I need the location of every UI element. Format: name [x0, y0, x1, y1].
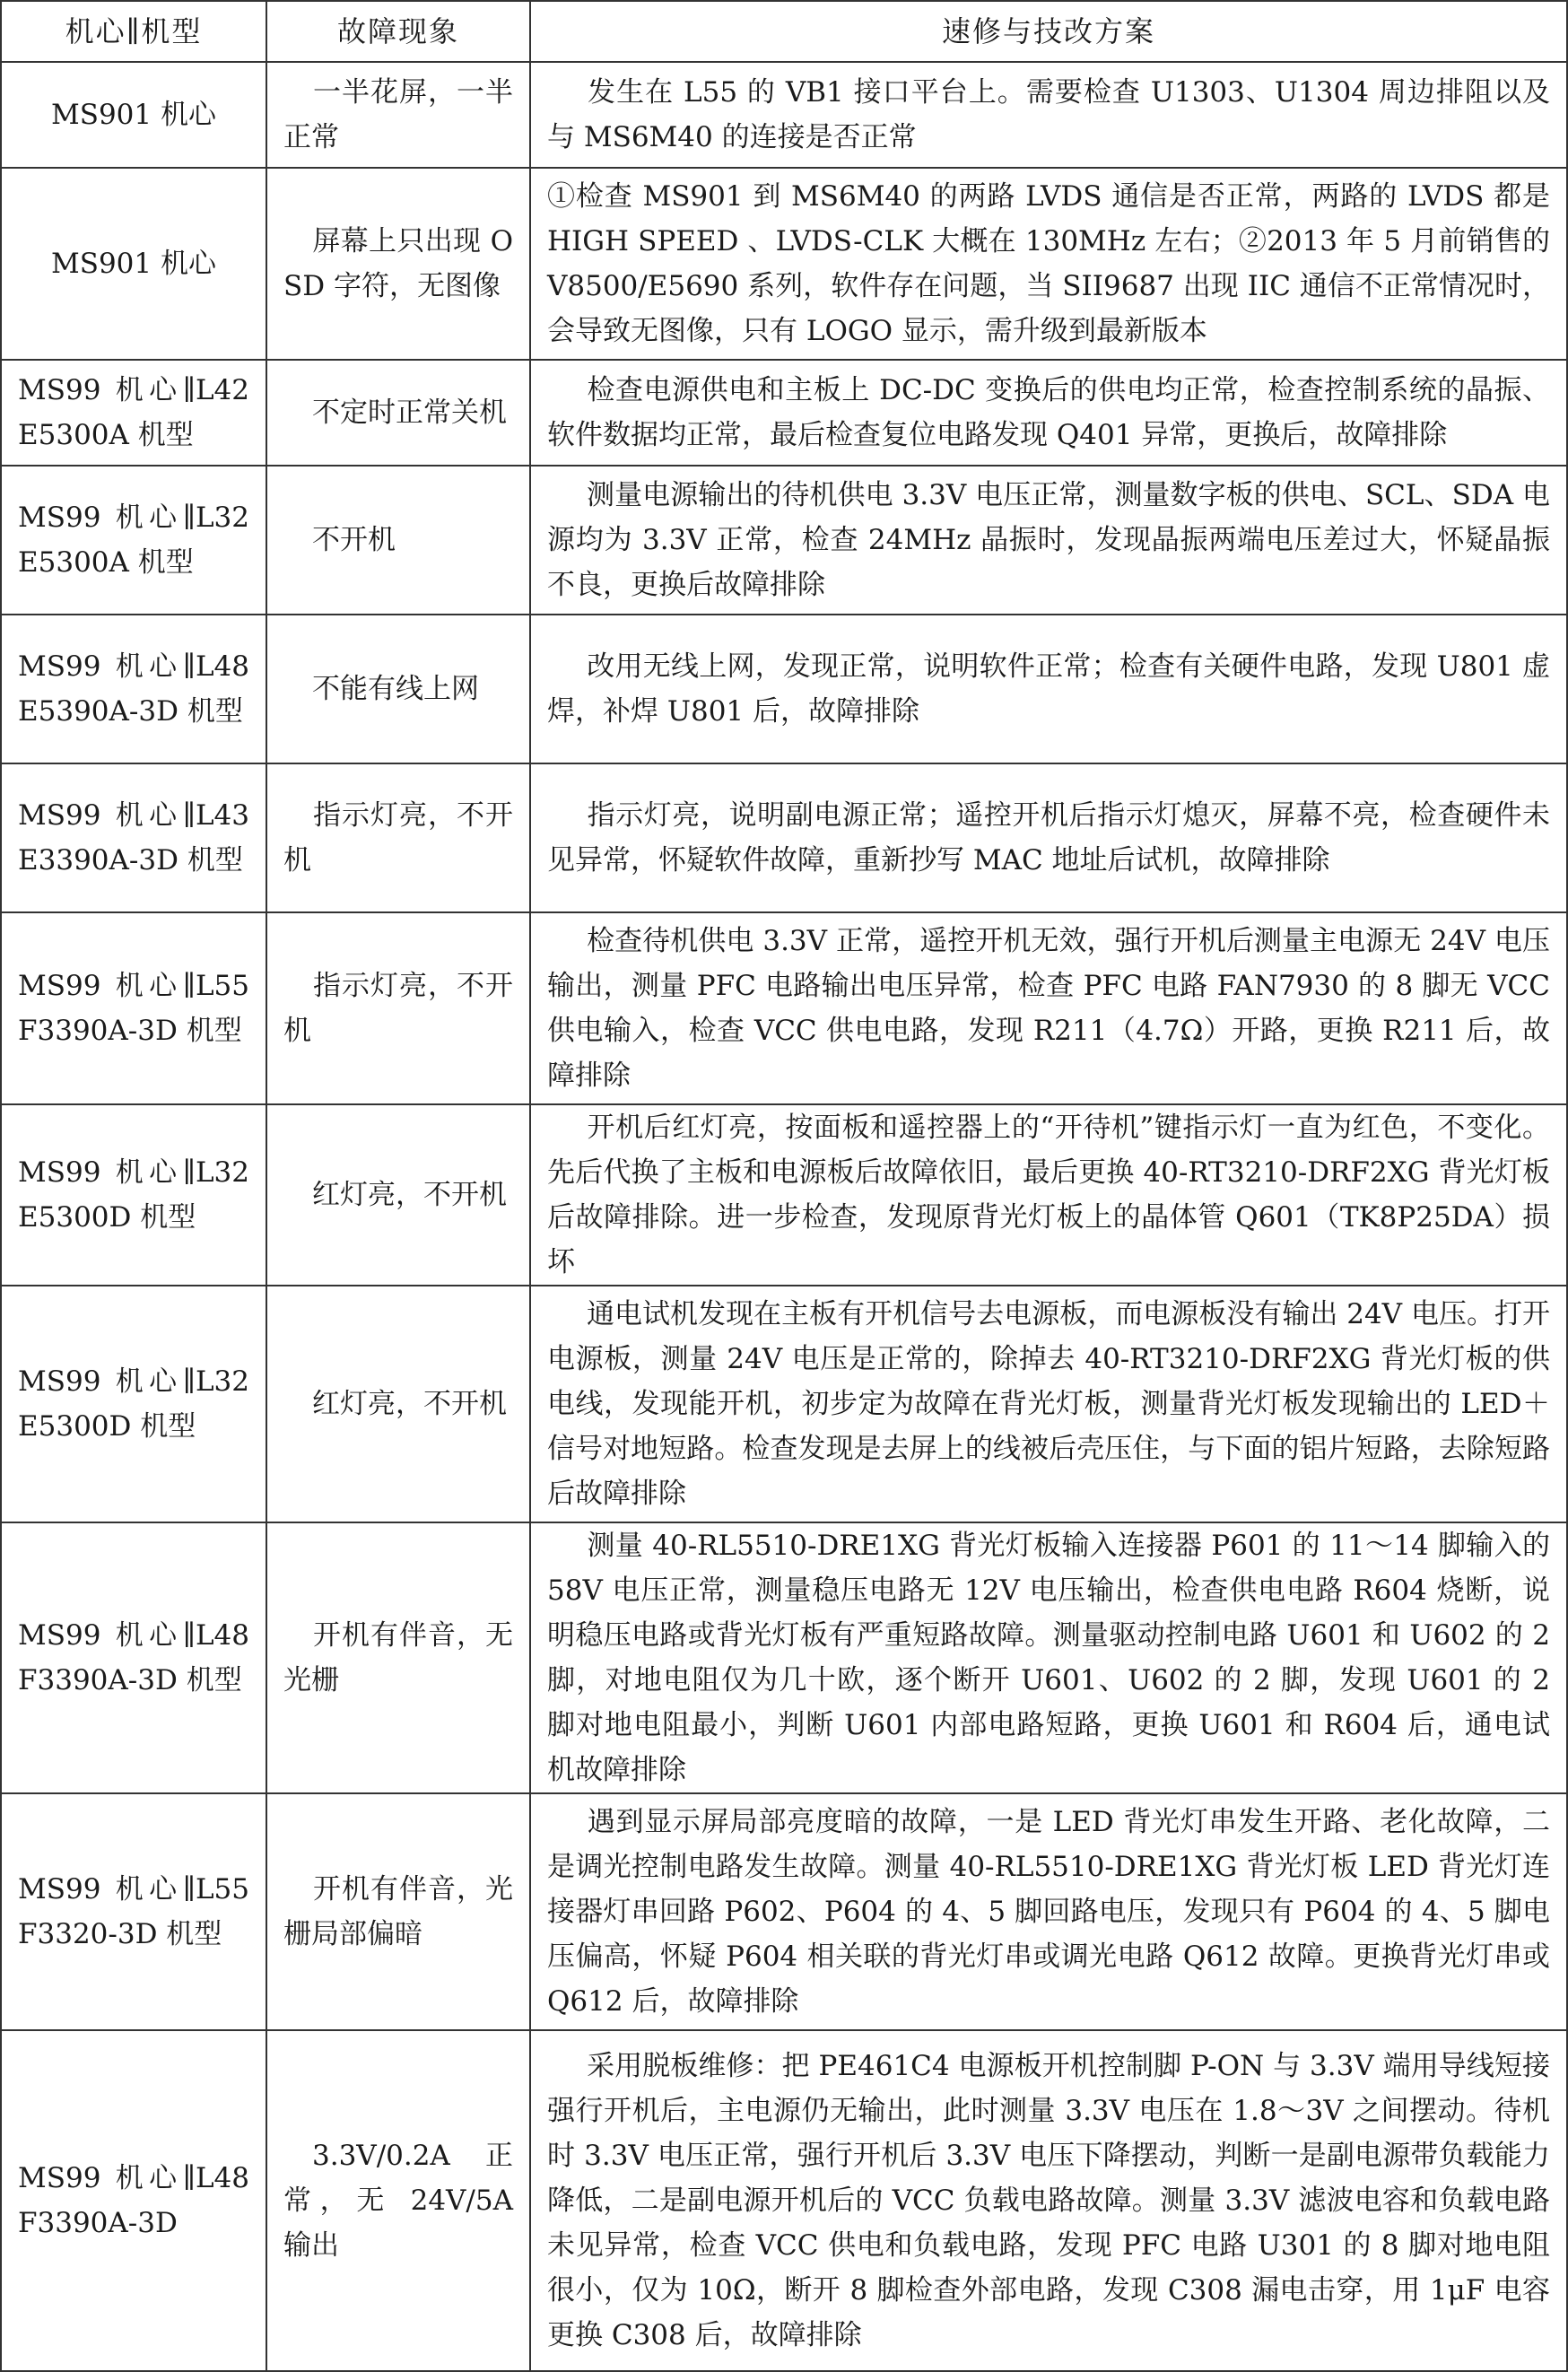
model-text: MS99 机心∥L55F3390A-3D 机型: [18, 970, 249, 1047]
solution-cell: [530, 62, 1567, 168]
model-cell: [1, 912, 266, 1104]
model-cell: [1, 1286, 266, 1522]
model-cell: [1, 2030, 266, 2371]
solution-text: 开机后红灯亮，按面板和遥控器上的“开待机”键指示灯一直为红色，不变化。先后代换了主板和电源板后故障依旧，最后更换 40-RT3210-DRF2XG 背光灯板后故障排除。进一步检查，发现原背光灯板上的晶体管 Q601（TK8P25DA）损坏: [547, 1112, 1550, 1278]
solution-text: 改用无线上网，发现正常，说明软件正常；检查有关硬件电路，发现 U801 虚焊，补焊 U801 后，故障排除: [547, 650, 1550, 728]
model-cell: [1, 615, 266, 763]
table-row: [1, 168, 1567, 360]
solution-cell: [530, 912, 1567, 1104]
symptom-cell: [266, 1286, 530, 1522]
symptom-cell: [266, 466, 530, 615]
solution-cell: [530, 1286, 1567, 1522]
symptom-text: 一半花屏，一半正常: [283, 76, 513, 153]
symptom-text: 屏幕上只出现 OSD 字符，无图像: [283, 225, 513, 302]
model-cell: [1, 1793, 266, 2030]
solution-cell: [530, 1793, 1567, 2030]
symptom-cell: [266, 1522, 530, 1793]
table-row: [1, 1793, 1567, 2030]
table-row: [1, 360, 1567, 466]
solution-text: 采用脱板维修：把 PE461C4 电源板开机控制脚 P-ON 与 3.3V 端用导线短接强行开机后，主电源仍无输出，此时测量 3.3V 电压在 1.8～3V 之间摆动。待机时 3.3V 电压正常，强行开机后 3.3V 电压下降摆动，判断一是副电源带负载能力降低，二是副电源开机后的 VCC 负载电路故障。测量 3.3V 滤波电容和负载电路未见异常，检查 VCC 供电和负载电路，发现 PFC 电路 U301 的 8 脚对地电阻很小，仅为 10Ω，断开 8 脚检查外部电路，发现 C308 漏电击穿，用 1μF 电容更换 C308 后，故障排除: [547, 2050, 1550, 2351]
table-row: [1, 2030, 1567, 2371]
symptom-cell: [266, 615, 530, 763]
solution-cell: [530, 1104, 1567, 1286]
solution-text: 检查电源供电和主板上 DC-DC 变换后的供电均正常，检查控制系统的晶振、软件数据均正常，最后检查复位电路发现 Q401 异常，更换后，故障排除: [547, 374, 1550, 451]
solution-cell: [530, 763, 1567, 912]
symptom-text: 不开机: [312, 524, 396, 556]
symptom-text: 指示灯亮，不开机: [283, 799, 513, 876]
symptom-text: 指示灯亮，不开机: [283, 970, 513, 1047]
model-text: MS99 机心∥L48F3390A-3D 机型: [18, 1619, 249, 1696]
table-row: [1, 1522, 1567, 1793]
model-cell: [1, 168, 266, 360]
model-text: MS901 机心: [50, 248, 216, 280]
symptom-cell: [266, 360, 530, 466]
symptom-cell: [266, 62, 530, 168]
table-row: [1, 466, 1567, 615]
solution-text: 遇到显示屏局部亮度暗的故障，一是 LED 背光灯串发生开路、老化故障，二是调光控制电路发生故障。测量 40-RL5510-DRE1XG 背光灯板 LED 背光灯连接器灯串回路 P602、P604 的 4、5 脚回路电压，发现只有 P604 的 4、5 脚电压偏高，怀疑 P604 相关联的背光灯串或调光电路 Q612 故障。更换背光灯串或 Q612 后，故障排除: [547, 1806, 1550, 2018]
model-text: MS901 机心: [50, 99, 216, 131]
table-row: [1, 912, 1567, 1104]
model-cell: [1, 763, 266, 912]
symptom-text: 3.3V/0.2A 正常，无 24V/5A 输出: [283, 2140, 513, 2262]
solution-cell: [530, 615, 1567, 763]
symptom-cell: [266, 912, 530, 1104]
symptom-cell: [266, 2030, 530, 2371]
symptom-text: 开机有伴音，光栅局部偏暗: [283, 1873, 513, 1950]
model-cell: [1, 1522, 266, 1793]
solution-text: ①检查 MS901 到 MS6M40 的两路 LVDS 通信是否正常，两路的 LVDS 都是 HIGH SPEED 、LVDS-CLK 大概在 130MHz 左右；②2013 年 5 月前销售的 V8500/E5690 系列，软件存在问题，当 SII9687 出现 IIC 通信不正常情况时，会导致无图像，只有 LOGO 显示，需升级到最新版本: [547, 180, 1550, 347]
header-solution: 速修与技改方案: [530, 1, 1567, 62]
solution-text: 测量 40-RL5510-DRE1XG 背光灯板输入连接器 P601 的 11～14 脚输入的 58V 电压正常，测量稳压电路无 12V 电压输出，检查供电电路 R604 烧断，说明稳压电路或背光灯板有严重短路故障。测量驱动控制电路 U601 和 U602 的 2 脚，对地电阻仅为几十欧，逐个断开 U601、U602 的 2 脚，发现 U601 的 2 脚对地电阻最小，判断 U601 内部电路短路，更换 U601 和 R604 后，通电试机故障排除: [547, 1530, 1550, 1786]
solution-text: 测量电源输出的待机供电 3.3V 电压正常，测量数字板的供电、SCL、SDA 电源均为 3.3V 正常，检查 24MHz 晶振时，发现晶振两端电压差过大，怀疑晶振不良，更换后故障排除: [547, 479, 1550, 601]
table-row: [1, 763, 1567, 912]
model-cell: [1, 62, 266, 168]
model-text: MS99 机心∥L32E5300A 机型: [18, 501, 249, 579]
model-text: MS99 机心∥L32E5300D 机型: [18, 1365, 249, 1443]
model-cell: [1, 466, 266, 615]
solution-cell: [530, 168, 1567, 360]
solution-cell: [530, 466, 1567, 615]
solution-cell: [530, 1522, 1567, 1793]
solution-text: 检查待机供电 3.3V 正常，遥控开机无效，强行开机后测量主电源无 24V 电压输出，测量 PFC 电路输出电压异常，检查 PFC 电路 FAN7930 的 8 脚无 VCC 供电输入，检查 VCC 供电电路，发现 R211（4.7Ω）开路，更换 R211 后，故障排除: [547, 925, 1550, 1092]
model-text: MS99 机心∥L48E5390A-3D 机型: [18, 650, 249, 728]
solution-text: 通电试机发现在主板有开机信号去电源板，而电源板没有输出 24V 电压。打开电源板，测量 24V 电压是正常的，除掉去 40-RT3210-DRF2XG 背光灯板的供电线，发现能开机，初步定为故障在背光灯板，测量背光灯板发现输出的 LED＋信号对地短路。检查发现是去屏上的线被后壳压住，与下面的铝片短路，去除短路后故障排除: [547, 1298, 1550, 1510]
solution-cell: [530, 2030, 1567, 2371]
symptom-cell: [266, 168, 530, 360]
table-row: [1, 1286, 1567, 1522]
header-symptom: 故障现象: [266, 1, 530, 62]
model-cell: [1, 360, 266, 466]
solution-text: 指示灯亮，说明副电源正常；遥控开机后指示灯熄灭，屏幕不亮，检查硬件未见异常，怀疑软件故障，重新抄写 MAC 地址后试机，故障排除: [547, 799, 1550, 876]
model-cell: [1, 1104, 266, 1286]
table-row: [1, 62, 1567, 168]
solution-text: 发生在 L55 的 VB1 接口平台上。需要检查 U1303、U1304 周边排阻以及与 MS6M40 的连接是否正常: [547, 76, 1550, 153]
symptom-text: 红灯亮，不开机: [312, 1179, 507, 1211]
model-text: MS99 机心∥L32E5300D 机型: [18, 1156, 249, 1234]
symptom-cell: [266, 1793, 530, 2030]
symptom-text: 开机有伴音，无光栅: [283, 1619, 513, 1696]
solution-cell: [530, 360, 1567, 466]
table-row: [1, 1104, 1567, 1286]
model-text: MS99 机心∥L43E3390A-3D 机型: [18, 799, 249, 876]
symptom-text: 不定时正常关机: [312, 397, 507, 429]
symptom-text: 不能有线上网: [312, 673, 479, 705]
symptom-text: 红灯亮，不开机: [312, 1388, 507, 1420]
table-row: [1, 615, 1567, 763]
model-text: MS99 机心∥L42E5300A 机型: [18, 374, 249, 451]
symptom-cell: [266, 763, 530, 912]
header-row: [1, 1, 1567, 62]
header-model: 机心∥机型: [1, 1, 266, 62]
symptom-cell: [266, 1104, 530, 1286]
model-text: MS99 机心∥L48F3390A-3D: [18, 2162, 249, 2239]
model-text: MS99 机心∥L55F3320-3D 机型: [18, 1873, 249, 1950]
